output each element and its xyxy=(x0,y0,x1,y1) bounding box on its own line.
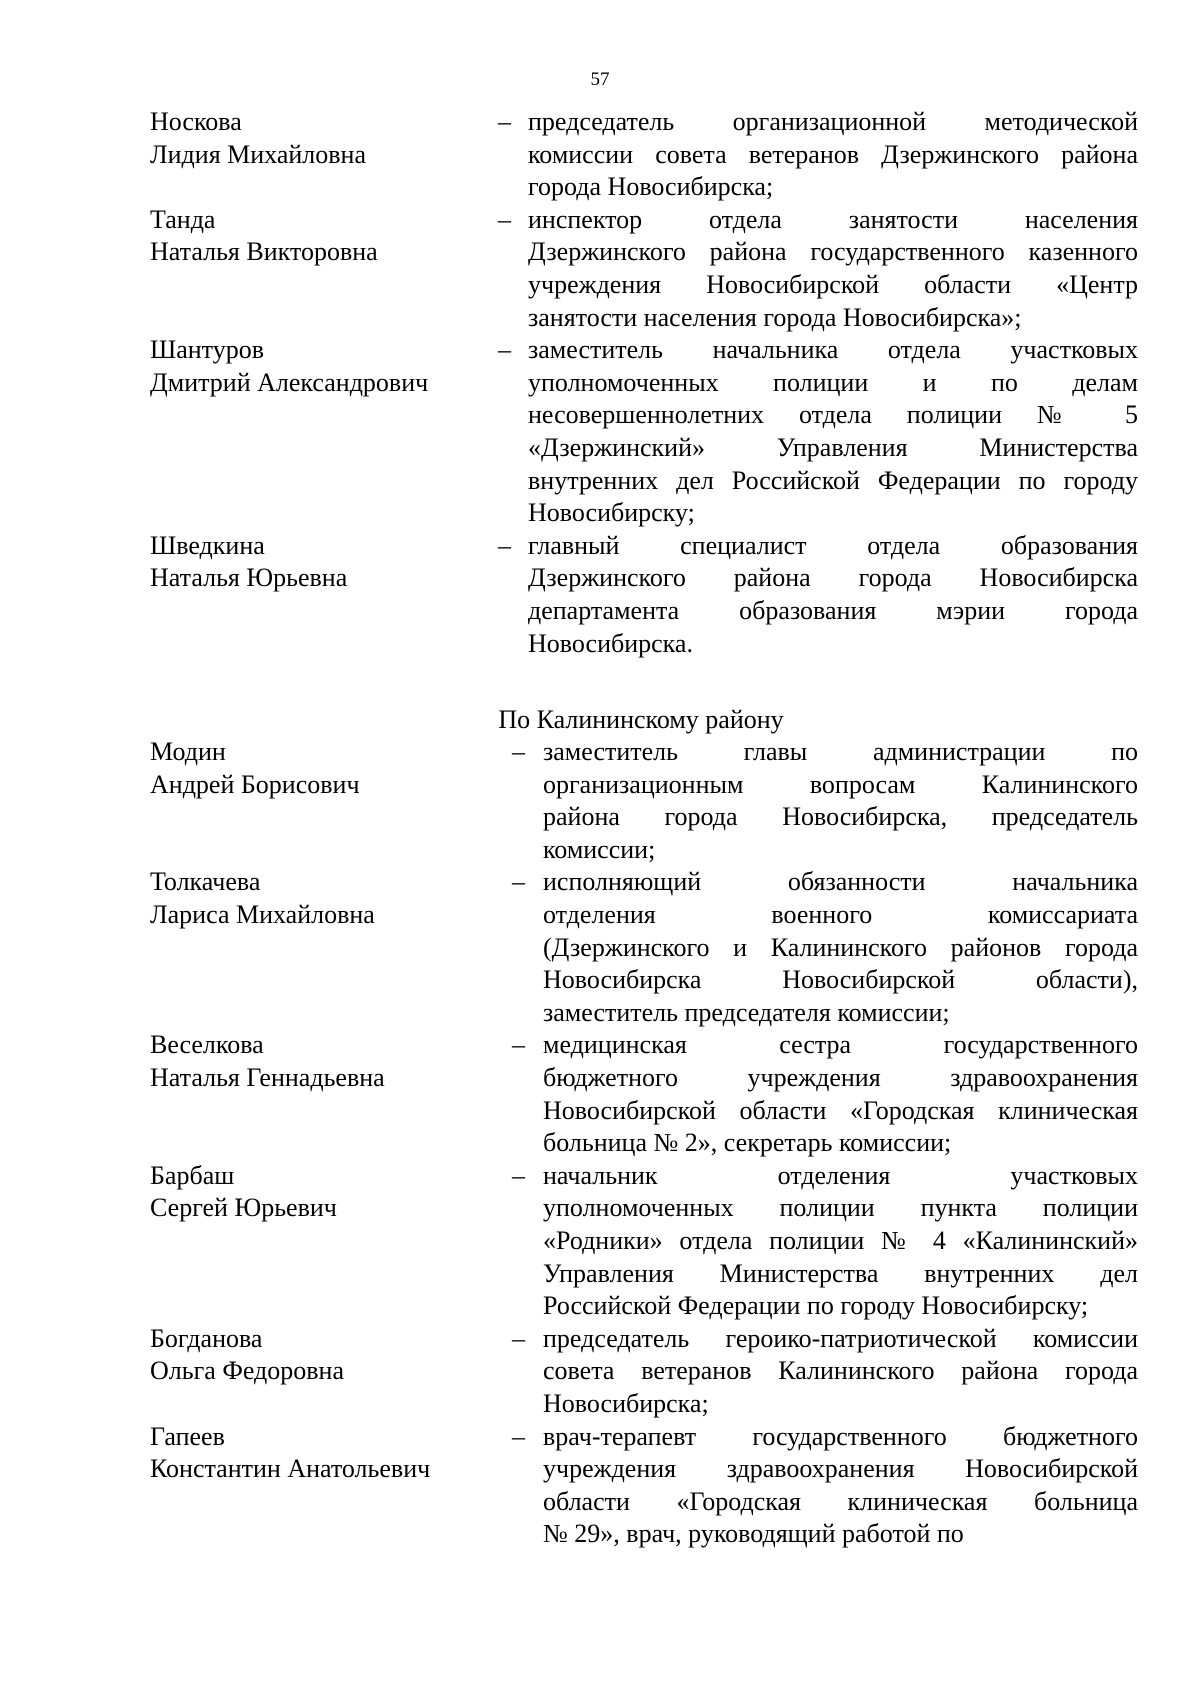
member-name xyxy=(150,106,480,171)
position-line: больница № 2», секретарь комиссии; xyxy=(543,1128,952,1158)
member-given-names: Константин Анатольевич xyxy=(150,1454,431,1484)
member-given-names: Наталья Геннадьевна xyxy=(150,1062,385,1092)
position-line: бюджетного учреждения здравоохранения xyxy=(543,1062,1138,1092)
member-surname: Гапеев xyxy=(150,1421,225,1451)
member-given-names: Сергей Юрьевич xyxy=(150,1193,337,1223)
member-surname: Толкачева xyxy=(150,867,261,897)
member-name xyxy=(150,1323,480,1388)
position-line: города Новосибирска; xyxy=(528,172,774,202)
member-position xyxy=(543,1029,1138,1159)
position-line: организационным вопросам Калининского xyxy=(543,769,1138,799)
member-position xyxy=(528,530,1138,660)
position-line: совета ветеранов Калининского района города xyxy=(543,1356,1138,1386)
dash-separator: – xyxy=(512,1421,525,1451)
position-line: Новосибирска. xyxy=(528,628,693,658)
position-line: отделения военного комиссариата xyxy=(543,899,1138,929)
position-line: № 29», врач, руководящий работой по xyxy=(543,1519,964,1549)
member-position xyxy=(543,1160,1138,1323)
dash-separator: – xyxy=(498,530,511,560)
member-surname: Шантуров xyxy=(150,335,264,365)
member-position xyxy=(528,106,1138,204)
member-position xyxy=(528,334,1138,530)
member-surname: Веселкова xyxy=(150,1030,264,1060)
position-line: врач-терапевт государственного бюджетного xyxy=(543,1421,1138,1451)
position-line: уполномоченных полиции и по делам xyxy=(528,367,1138,397)
position-line: Новосибирска; xyxy=(543,1388,709,1418)
position-line: занятости населения города Новосибирска»; xyxy=(528,302,1022,332)
section-title: По Калининскому району xyxy=(498,705,784,734)
member-name xyxy=(150,204,480,269)
member-surname: Танда xyxy=(150,204,216,234)
position-line: главный специалист отдела образования xyxy=(528,530,1138,560)
position-line: внутренних дел Российской Федерации по городу xyxy=(528,465,1138,495)
position-line: Дзержинского района города Новосибирска xyxy=(528,563,1138,593)
member-name xyxy=(150,334,480,399)
position-line: (Дзержинского и Калининского районов города xyxy=(543,932,1138,962)
position-line: области «Городская клиническая больница xyxy=(543,1486,1138,1516)
position-line: Новосибирска Новосибирской области), xyxy=(543,965,1138,995)
position-line: заместитель начальника отдела участковых xyxy=(528,335,1138,365)
member-position xyxy=(528,204,1138,334)
position-line: «Дзержинский» Управления Министерства xyxy=(528,432,1138,462)
member-surname: Шведкина xyxy=(150,530,265,560)
position-line: председатель героико-патриотической комиссии xyxy=(543,1323,1138,1353)
dash-separator: – xyxy=(498,107,511,136)
page-number: 57 xyxy=(590,69,610,90)
dash-separator: – xyxy=(512,867,525,897)
member-name xyxy=(150,1421,480,1486)
position-line: комиссии; xyxy=(543,834,656,864)
position-line: начальник отделения участковых xyxy=(543,1160,1138,1190)
member-position xyxy=(543,1421,1138,1551)
position-line: учреждения здравоохранения Новосибирской xyxy=(543,1454,1138,1484)
position-line: департамента образования мэрии города xyxy=(528,595,1138,625)
position-line: заместитель председателя комиссии; xyxy=(543,997,950,1027)
member-surname: Барбаш xyxy=(150,1160,235,1190)
position-line: заместитель главы администрации по xyxy=(543,737,1138,766)
position-line: председатель организационной методической xyxy=(528,107,1138,136)
member-given-names: Дмитрий Александрович xyxy=(150,367,429,397)
position-line: «Родники» отдела полиции № 4 «Калининский» xyxy=(543,1225,1138,1255)
member-given-names: Лидия Михайловна xyxy=(150,139,366,169)
member-position xyxy=(543,736,1138,866)
dash-separator: – xyxy=(512,1160,525,1190)
member-name xyxy=(150,1160,480,1225)
member-given-names: Наталья Юрьевна xyxy=(150,563,348,593)
position-line: Новосибирской области «Городская клиническая xyxy=(543,1095,1138,1125)
member-name xyxy=(150,1029,480,1094)
position-line: учреждения Новосибирской области «Центр xyxy=(528,269,1138,299)
position-line: комиссии совета ветеранов Дзержинского района xyxy=(528,139,1138,169)
position-line: исполняющий обязанности начальника xyxy=(543,867,1138,897)
member-name xyxy=(150,530,480,595)
position-line: Российской Федерации по городу Новосибирску; xyxy=(543,1291,1089,1321)
position-line: Управления Министерства внутренних дел xyxy=(543,1258,1138,1288)
position-line: Новосибирску; xyxy=(528,498,695,528)
position-line: несовершеннолетних отдела полиции № 5 xyxy=(528,400,1138,430)
member-name xyxy=(150,866,480,931)
member-surname: Богданова xyxy=(150,1323,263,1353)
dash-separator: – xyxy=(498,335,511,365)
member-given-names: Андрей Борисович xyxy=(150,769,360,799)
position-line: уполномоченных полиции пункта полиции xyxy=(543,1193,1138,1223)
dash-separator: – xyxy=(512,737,525,766)
member-surname: Носкова xyxy=(150,107,242,136)
position-line: медицинская сестра государственного xyxy=(543,1030,1138,1060)
member-given-names: Ольга Федоровна xyxy=(150,1356,345,1386)
dash-separator: – xyxy=(512,1323,525,1353)
dash-separator: – xyxy=(512,1030,525,1060)
member-given-names: Наталья Викторовна xyxy=(150,237,378,267)
member-given-names: Лариса Михайловна xyxy=(150,899,375,929)
member-surname: Модин xyxy=(150,737,226,766)
member-name xyxy=(150,736,480,801)
position-line: района города Новосибирска, председатель xyxy=(543,802,1138,832)
position-line: Дзержинского района государственного казенного xyxy=(528,237,1138,267)
member-position xyxy=(543,866,1138,1029)
dash-separator: – xyxy=(498,204,511,234)
position-line: инспектор отдела занятости населения xyxy=(528,204,1138,234)
member-position xyxy=(543,1323,1138,1421)
